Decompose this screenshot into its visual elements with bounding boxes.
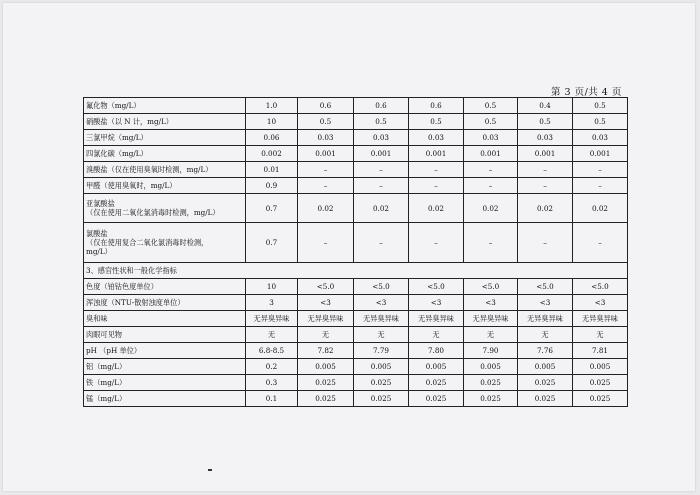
value-cell: 无异臭异味 bbox=[409, 311, 464, 327]
limit-cell: 0.2 bbox=[246, 359, 298, 375]
value-cell: <5.0 bbox=[298, 279, 354, 295]
value-cell: 0.4 bbox=[518, 98, 573, 114]
limit-cell: 10 bbox=[246, 279, 298, 295]
table-row bbox=[84, 178, 628, 194]
value-cell: 7.80 bbox=[409, 343, 464, 359]
value-cell: – bbox=[298, 223, 354, 263]
value-cell: – bbox=[464, 178, 518, 194]
section-heading: 3、感官性状和一般化学指标 bbox=[84, 263, 628, 279]
value-cell: 0.03 bbox=[354, 130, 409, 146]
row-label: 硝酸盐（以 N 计，mg/L） bbox=[84, 114, 246, 130]
value-cell: 0.6 bbox=[354, 98, 409, 114]
value-cell: 0.5 bbox=[518, 114, 573, 130]
value-cell: <5.0 bbox=[354, 279, 409, 295]
row-label: 四氯化碳（mg/L） bbox=[84, 146, 246, 162]
value-cell: 0.5 bbox=[354, 114, 409, 130]
limit-cell: 10 bbox=[246, 114, 298, 130]
table-row bbox=[84, 223, 628, 263]
value-cell: 0.005 bbox=[464, 359, 518, 375]
row-label: 三氯甲烷（mg/L） bbox=[84, 130, 246, 146]
row-label: pH （pH 单位） bbox=[84, 343, 246, 359]
value-cell: 0.02 bbox=[354, 194, 409, 223]
value-cell: 0.025 bbox=[518, 391, 573, 407]
limit-cell: 0.01 bbox=[246, 162, 298, 178]
row-label: 色度（铂钴色度单位） bbox=[84, 279, 246, 295]
row-label-line: （仅在使用二氧化氯消毒时检测，mg/L） bbox=[86, 208, 220, 217]
value-cell: – bbox=[409, 162, 464, 178]
value-cell: 7.76 bbox=[518, 343, 573, 359]
value-cell: – bbox=[464, 223, 518, 263]
value-cell: <3 bbox=[409, 295, 464, 311]
value-cell: 7.90 bbox=[464, 343, 518, 359]
limit-cell: 0.7 bbox=[246, 223, 298, 263]
value-cell: 0.005 bbox=[573, 359, 628, 375]
table-row bbox=[84, 375, 628, 391]
value-cell: 无异臭异味 bbox=[354, 311, 409, 327]
value-cell: 无 bbox=[464, 327, 518, 343]
value-cell: 0.03 bbox=[409, 130, 464, 146]
value-cell: 0.025 bbox=[354, 391, 409, 407]
value-cell: 0.001 bbox=[354, 146, 409, 162]
value-cell: 0.02 bbox=[573, 194, 628, 223]
value-cell: – bbox=[354, 162, 409, 178]
value-cell: 0.025 bbox=[409, 391, 464, 407]
value-cell: 0.001 bbox=[409, 146, 464, 162]
value-cell: 0.001 bbox=[573, 146, 628, 162]
value-cell: – bbox=[464, 162, 518, 178]
limit-cell: 3 bbox=[246, 295, 298, 311]
value-cell: 0.005 bbox=[354, 359, 409, 375]
value-cell: 无 bbox=[518, 327, 573, 343]
table-row bbox=[84, 130, 628, 146]
value-cell: 7.81 bbox=[573, 343, 628, 359]
value-cell: 0.5 bbox=[298, 114, 354, 130]
limit-cell: 0.7 bbox=[246, 194, 298, 223]
value-cell: 0.025 bbox=[298, 375, 354, 391]
row-label: 浑浊度（NTU-散射浊度单位） bbox=[84, 295, 246, 311]
table-row bbox=[84, 391, 628, 407]
section-row bbox=[84, 263, 628, 279]
value-cell: 7.82 bbox=[298, 343, 354, 359]
value-cell: 0.025 bbox=[409, 375, 464, 391]
value-cell: – bbox=[354, 178, 409, 194]
value-cell: 0.5 bbox=[573, 114, 628, 130]
value-cell: 无 bbox=[573, 327, 628, 343]
value-cell: 0.025 bbox=[298, 391, 354, 407]
value-cell: – bbox=[573, 162, 628, 178]
value-cell: 0.005 bbox=[298, 359, 354, 375]
limit-cell: 0.1 bbox=[246, 391, 298, 407]
value-cell: 无 bbox=[354, 327, 409, 343]
value-cell: 无 bbox=[409, 327, 464, 343]
limit-cell: 0.9 bbox=[246, 178, 298, 194]
value-cell: 无异臭异味 bbox=[298, 311, 354, 327]
value-cell: 0.02 bbox=[518, 194, 573, 223]
value-cell: – bbox=[518, 178, 573, 194]
value-cell: 0.5 bbox=[573, 98, 628, 114]
value-cell: 7.79 bbox=[354, 343, 409, 359]
value-cell: 无异臭异味 bbox=[464, 311, 518, 327]
value-cell: – bbox=[409, 178, 464, 194]
value-cell: <5.0 bbox=[573, 279, 628, 295]
value-cell: 0.6 bbox=[298, 98, 354, 114]
value-cell: – bbox=[573, 178, 628, 194]
row-label: 氟化物（mg/L） bbox=[84, 98, 246, 114]
page-number: 第 3 页/共 4 页 bbox=[551, 87, 622, 98]
value-cell: – bbox=[518, 162, 573, 178]
table-row bbox=[84, 343, 628, 359]
value-cell: <5.0 bbox=[518, 279, 573, 295]
value-cell: 0.02 bbox=[298, 194, 354, 223]
limit-cell: 1.0 bbox=[246, 98, 298, 114]
value-cell: – bbox=[573, 223, 628, 263]
value-cell: 0.5 bbox=[464, 114, 518, 130]
row-label: 铁（mg/L） bbox=[84, 375, 246, 391]
table-row bbox=[84, 311, 628, 327]
value-cell: 0.6 bbox=[409, 98, 464, 114]
value-cell: 0.005 bbox=[409, 359, 464, 375]
table-row bbox=[84, 114, 628, 130]
limit-cell: 无异臭异味 bbox=[246, 311, 298, 327]
table-row bbox=[84, 359, 628, 375]
table-row bbox=[84, 162, 628, 178]
value-cell: 0.02 bbox=[464, 194, 518, 223]
value-cell: – bbox=[409, 223, 464, 263]
value-cell: 0.03 bbox=[464, 130, 518, 146]
value-cell: <5.0 bbox=[464, 279, 518, 295]
value-cell: 0.005 bbox=[518, 359, 573, 375]
scan-speck bbox=[208, 469, 212, 471]
table-row bbox=[84, 327, 628, 343]
value-cell: 0.5 bbox=[409, 114, 464, 130]
table-row bbox=[84, 295, 628, 311]
value-cell: 0.025 bbox=[573, 375, 628, 391]
value-cell: 无 bbox=[298, 327, 354, 343]
value-cell: 0.001 bbox=[464, 146, 518, 162]
limit-cell: 0.06 bbox=[246, 130, 298, 146]
value-cell: – bbox=[354, 223, 409, 263]
value-cell: 0.025 bbox=[464, 375, 518, 391]
row-label-line: 亚氯酸盐 bbox=[86, 199, 115, 208]
value-cell: 无异臭异味 bbox=[518, 311, 573, 327]
row-label: 甲醛（使用臭氧时，mg/L） bbox=[84, 178, 246, 194]
value-cell: 0.03 bbox=[298, 130, 354, 146]
row-label: 臭和味 bbox=[84, 311, 246, 327]
limit-cell: 无 bbox=[246, 327, 298, 343]
value-cell: 0.025 bbox=[573, 391, 628, 407]
document-page bbox=[3, 3, 695, 491]
row-label-line: mg/L） bbox=[86, 247, 112, 256]
value-cell: 0.025 bbox=[518, 375, 573, 391]
value-cell: – bbox=[518, 223, 573, 263]
table-row bbox=[84, 194, 628, 223]
table-row bbox=[84, 98, 628, 114]
value-cell: 无异臭异味 bbox=[573, 311, 628, 327]
row-label: 溴酸盐（仅在使用臭氧时检测，mg/L） bbox=[84, 162, 246, 178]
row-label bbox=[84, 194, 246, 223]
limit-cell: 0.002 bbox=[246, 146, 298, 162]
value-cell: 0.02 bbox=[409, 194, 464, 223]
value-cell: 0.025 bbox=[464, 391, 518, 407]
value-cell: <3 bbox=[354, 295, 409, 311]
row-label-line: （仅在使用复合二氧化氯消毒时检测， bbox=[86, 238, 209, 247]
row-label: 铝（mg/L） bbox=[84, 359, 246, 375]
value-cell: 0.025 bbox=[354, 375, 409, 391]
value-cell: 0.001 bbox=[518, 146, 573, 162]
value-cell: <5.0 bbox=[409, 279, 464, 295]
value-cell: – bbox=[298, 178, 354, 194]
row-label-line: 氯酸盐 bbox=[86, 229, 108, 238]
table-row bbox=[84, 146, 628, 162]
value-cell: 0.5 bbox=[464, 98, 518, 114]
limit-cell: 6.8-8.5 bbox=[246, 343, 298, 359]
value-cell: 0.03 bbox=[573, 130, 628, 146]
value-cell: 0.001 bbox=[298, 146, 354, 162]
water-quality-table bbox=[83, 97, 628, 407]
limit-cell: 0.3 bbox=[246, 375, 298, 391]
value-cell: <3 bbox=[573, 295, 628, 311]
value-cell: <3 bbox=[298, 295, 354, 311]
table-row bbox=[84, 279, 628, 295]
value-cell: <3 bbox=[518, 295, 573, 311]
value-cell: – bbox=[298, 162, 354, 178]
value-cell: <3 bbox=[464, 295, 518, 311]
row-label bbox=[84, 223, 246, 263]
value-cell: 0.03 bbox=[518, 130, 573, 146]
row-label: 锰（mg/L） bbox=[84, 391, 246, 407]
row-label: 肉眼可见物 bbox=[84, 327, 246, 343]
